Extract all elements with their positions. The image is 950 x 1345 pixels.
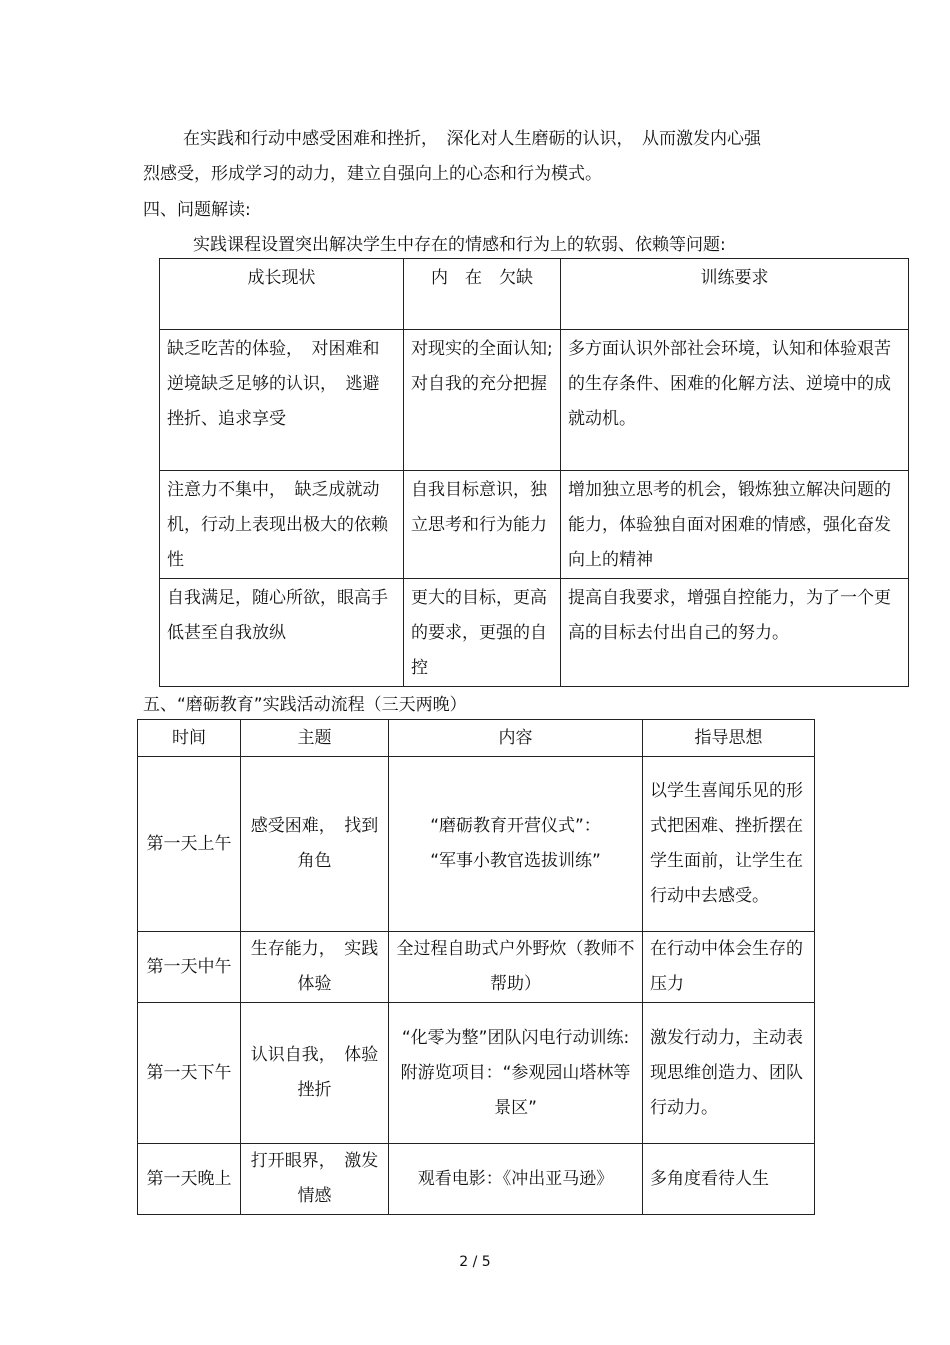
table-cell: 自我满足，随心所欲，眼高手低甚至自我放纵 <box>160 579 404 687</box>
table-cell: 缺乏吃苦的体验， 对困难和逆境缺乏足够的认识， 逃避挫折、追求享受 <box>160 330 404 471</box>
table-row <box>138 932 815 1003</box>
section-4-heading: 四、问题解读: <box>143 200 251 220</box>
table-cell: 增加独立思考的机会，锻炼独立解决问题的能力，体验独自面对困难的情感，强化奋发向上的精神 <box>561 471 909 579</box>
page-number: 2 / 5 <box>459 1254 491 1270</box>
table-cell: 观看电影：《冲出亚马逊》 <box>389 1144 643 1215</box>
table-cell: 生存能力， 实践体验 <box>241 932 389 1003</box>
table-header-row <box>138 720 815 757</box>
section-5-heading: 五、“磨砺教育”实践活动流程（三天两晚） <box>143 695 467 715</box>
table-cell: 全过程自助式户外野炊（教师不帮助） <box>389 932 643 1003</box>
table-cell: “化零为整”团队闪电行动训练: 附游览项目：“参观园山塔林等景区” <box>389 1003 643 1144</box>
table-row <box>138 1144 815 1215</box>
table-cell: 注意力不集中， 缺乏成就动机，行动上表现出极大的依赖性 <box>160 471 404 579</box>
table-cell: 以学生喜闻乐见的形式把困难、挫折摆在学生面前，让学生在行动中去感受。 <box>643 757 815 932</box>
header-cell: 内容 <box>389 720 643 757</box>
table-cell: 激发行动力，主动表现思维创造力、团队行动力。 <box>643 1003 815 1144</box>
schedule-table <box>137 719 815 1215</box>
table-row <box>160 471 909 579</box>
table-cell: 多方面认识外部社会环境，认知和体验艰苦的生存条件、困难的化解方法、逆境中的成就动机。 <box>561 330 909 471</box>
table-cell: 认识自我， 体验挫折 <box>241 1003 389 1144</box>
section-4-subheading: 实践课程设置突出解决学生中存在的情感和行为上的软弱、依赖等问题: <box>193 235 726 255</box>
header-cell: 主题 <box>241 720 389 757</box>
table-cell: 打开眼界， 激发情感 <box>241 1144 389 1215</box>
intro-line-2: 烈感受，形成学习的动力，建立自强向上的心态和行为模式。 <box>143 164 602 184</box>
table-cell: “磨砺教育开营仪式”： “军事小教官选拔训练” <box>389 757 643 932</box>
header-cell: 训练要求 <box>561 259 909 330</box>
problem-table <box>159 258 909 687</box>
table-cell: 提高自我要求，增强自控能力，为了一个更高的目标去付出自己的努力。 <box>561 579 909 687</box>
header-cell: 指导思想 <box>643 720 815 757</box>
header-cell: 成长现状 <box>160 259 404 330</box>
table-row <box>160 579 909 687</box>
table-cell: 多角度看待人生 <box>643 1144 815 1215</box>
table-row <box>138 757 815 932</box>
table-cell: 自我目标意识，独立思考和行为能力 <box>404 471 561 579</box>
table-cell: 第一天中午 <box>138 932 241 1003</box>
table-cell: 更大的目标，更高的要求，更强的自控 <box>404 579 561 687</box>
intro-line-1: 在实践和行动中感受困难和挫折， 深化对人生磨砺的认识， 从而激发内心强 <box>183 129 761 149</box>
table-cell: 对现实的全面认知; 对自我的充分把握 <box>404 330 561 471</box>
table-cell: 在行动中体会生存的压力 <box>643 932 815 1003</box>
table-cell: 第一天下午 <box>138 1003 241 1144</box>
table-cell: 感受困难， 找到角色 <box>241 757 389 932</box>
table-row <box>138 1003 815 1144</box>
table-cell: 第一天晚上 <box>138 1144 241 1215</box>
table-header-row <box>160 259 909 330</box>
header-cell: 内 在 欠缺 <box>404 259 561 330</box>
table-row <box>160 330 909 471</box>
header-cell: 时间 <box>138 720 241 757</box>
table-cell: 第一天上午 <box>138 757 241 932</box>
